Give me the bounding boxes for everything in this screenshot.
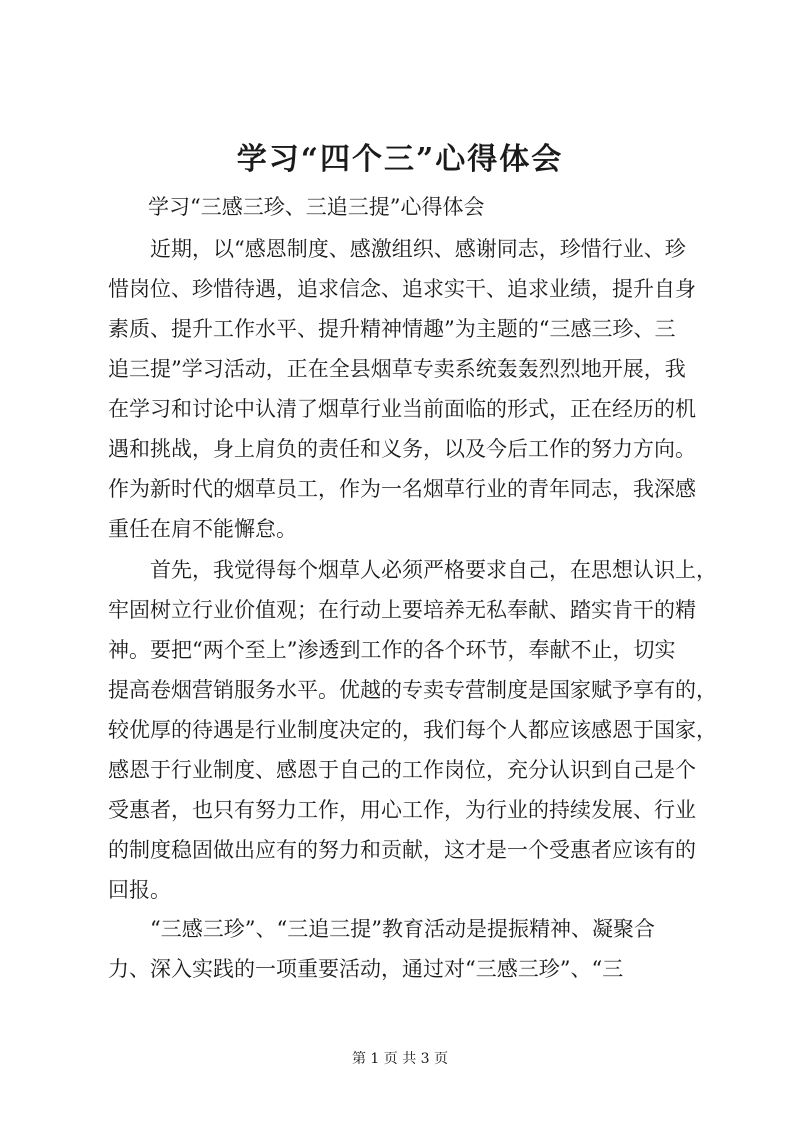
text-line: 力、深入实践的一项重要活动，通过对“三感三珍”、“三 [108, 957, 624, 981]
text-line: 的制度稳固做出应有的努力和贡献，这才是一个受惠者应该有的 [108, 838, 696, 862]
text-line: 遇和挑战，身上肩负的责任和义务，以及今后工作的努力方向。 [108, 437, 696, 461]
text-line: 受惠者，也只有努力工作，用心工作，为行业的持续发展、行业 [108, 798, 696, 822]
document-title: 学习“四个三”心得体会 [236, 142, 564, 177]
text-line: 感恩于行业制度、感恩于自己的工作岗位，充分认识到自己是个 [108, 758, 696, 782]
text-line: 素质、提升工作水平、提升精神情趣”为主题的“三感三珍、三 [108, 317, 676, 341]
text-line: 牢固树立行业价值观；在行动上要培养无私奉献、踏实肯干的精 [108, 598, 696, 622]
text-line: 作为新时代的烟草员工，作为一名烟草行业的青年同志，我深感 [108, 477, 696, 501]
text-line: 提高卷烟营销服务水平。优越的专卖专营制度是国家赋予享有的， [108, 678, 717, 702]
text-line: 惜岗位、珍惜待遇，追求信念、追求实干、追求业绩，提升自身 [108, 277, 696, 301]
text-line: 神。要把“两个至上”渗透到工作的各个环节，奉献不止，切实 [108, 638, 676, 662]
text-line: 近期，以“感恩制度、感激组织、感谢同志，珍惜行业、珍 [108, 237, 686, 261]
paragraph-2 [108, 550, 728, 910]
text-line: 回报。 [108, 878, 171, 902]
text-line: 在学习和讨论中认清了烟草行业当前面临的形式，正在经历的机 [108, 397, 696, 421]
text-line: “三感三珍”、“三追三提”教育活动是提振精神、凝聚合 [108, 917, 655, 941]
text-line: 首先，我觉得每个烟草人必须严格要求自己，在思想认识上， [108, 558, 717, 582]
paragraph-3 [108, 909, 728, 989]
paragraph-1 [108, 229, 728, 549]
page-footer: 第 1 页 共 3 页 [351, 1051, 449, 1067]
text-line: 较优厚的待遇是行业制度决定的，我们每个人都应该感恩于国家， [108, 718, 717, 742]
document-subtitle: 学习“三感三珍、三追三提”心得体会 [148, 195, 485, 219]
text-line: 追三提”学习活动，正在全县烟草专卖系统轰轰烈烈地开展，我 [108, 357, 686, 381]
text-line: 重任在肩不能懈怠。 [108, 517, 297, 541]
